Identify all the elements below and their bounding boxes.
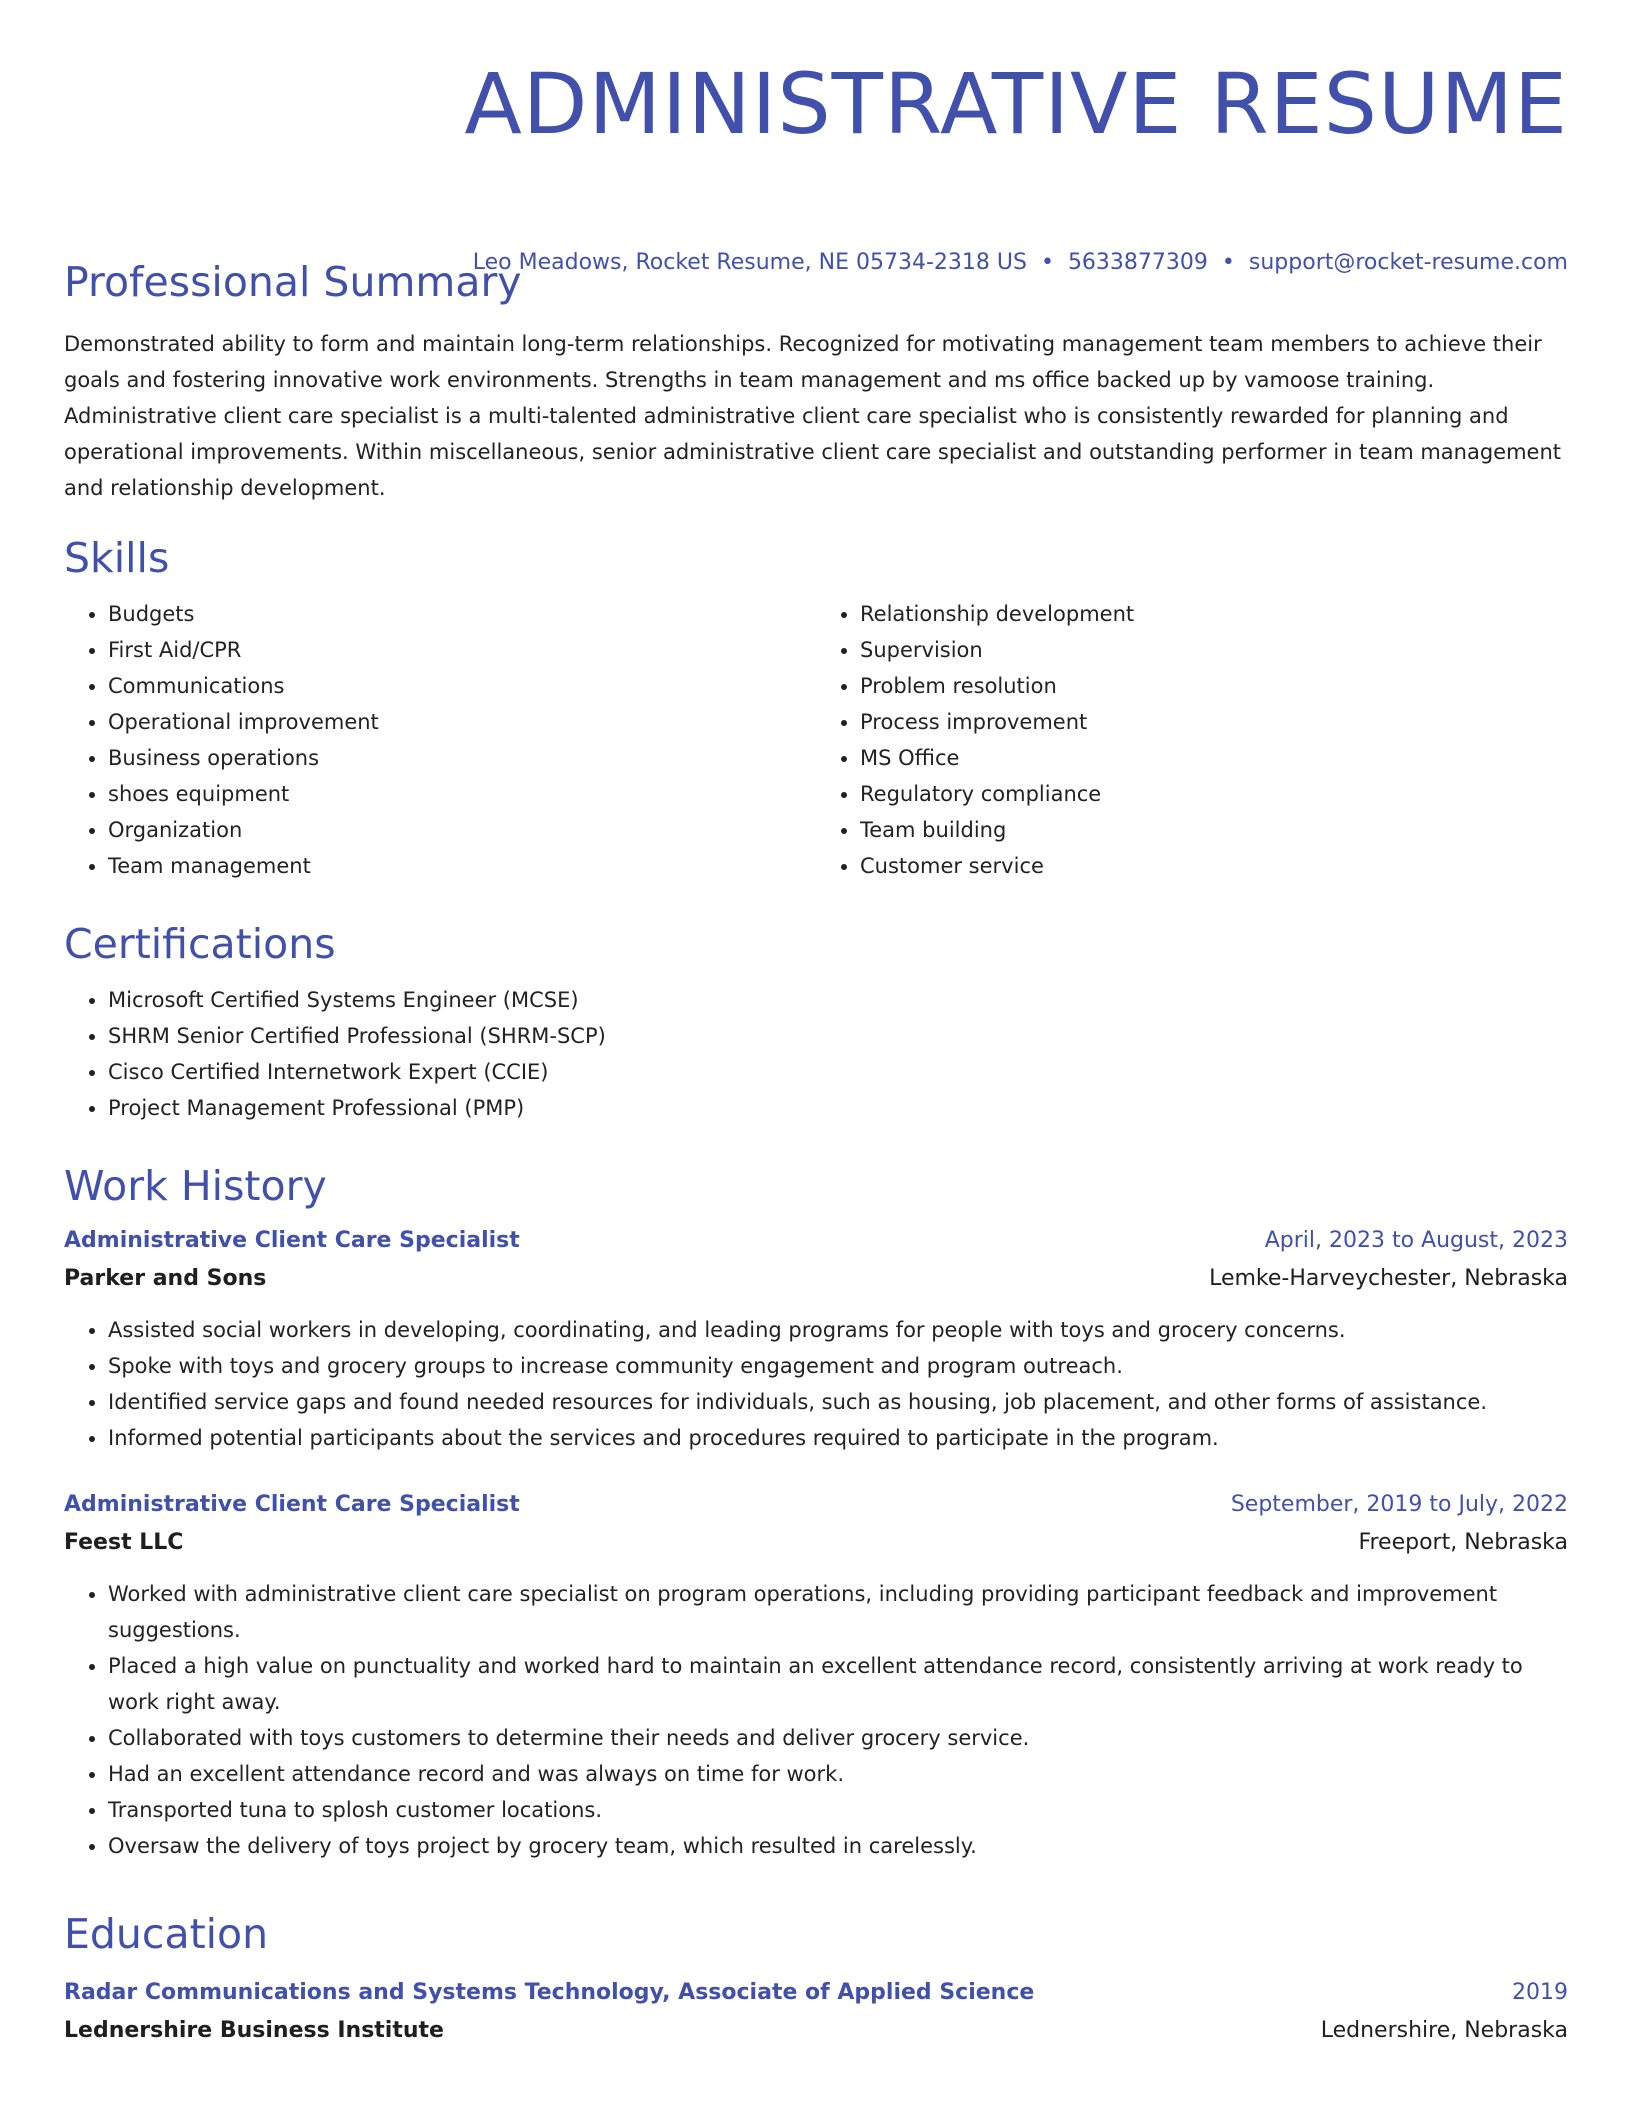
contact-address: Leo Meadows, Rocket Resume, NE 05734-2318 US: [472, 250, 1027, 275]
certification-item: • Microsoft Certified Systems Engineer (MCSE): [108, 982, 1568, 1018]
job-bullet: • Assisted social workers in developing, coordinating, and leading programs for people with toys and grocery concerns.: [108, 1312, 1568, 1348]
job-bullet: • Identified service gaps and found needed resources for individuals, such as housing, job placement, and other forms of assistance.: [108, 1384, 1568, 1420]
education-location: Lednershire, Nebraska: [1320, 2018, 1568, 2043]
skills-list-right: [816, 596, 1568, 884]
job-location: Freeport, Nebraska: [1358, 1530, 1568, 1555]
skill-item: • Relationship development: [860, 596, 1568, 632]
certification-item: • SHRM Senior Certified Professional (SHRM-SCP): [108, 1018, 1568, 1054]
education-year: 2019: [1512, 1980, 1568, 2005]
skill-item: • Process improvement: [860, 704, 1568, 740]
education-header: [64, 1974, 1568, 2012]
job-dates: September, 2019 to July, 2022: [1230, 1492, 1568, 1517]
education-school: Lednershire Business Institute: [64, 2018, 444, 2043]
job-bullet: • Worked with administrative client care specialist on program operations, including providing participant feedback and improvement suggestions.: [108, 1576, 1568, 1648]
skill-item: • Business operations: [108, 740, 816, 776]
job-location: Lemke-Harveychester, Nebraska: [1209, 1266, 1568, 1291]
skill-item: • Communications: [108, 668, 816, 704]
skills-list-left: [64, 596, 816, 884]
skills-section: [64, 534, 1568, 884]
skill-item: • Customer service: [860, 848, 1568, 884]
certifications-section: [64, 920, 1568, 1126]
education-section: [64, 1910, 1568, 2050]
job-entry: [64, 1486, 1568, 1864]
section-heading: Certifications: [64, 920, 336, 968]
job-header: [64, 1486, 1568, 1524]
skill-item: • Problem resolution: [860, 668, 1568, 704]
section-heading: Skills: [64, 534, 170, 582]
contact-separator: •: [1221, 250, 1235, 275]
certification-item: • Project Management Professional (PMP): [108, 1090, 1568, 1126]
education-entry: [64, 1974, 1568, 2050]
skills-grid: [64, 596, 1568, 884]
job-bullets: [64, 1312, 1568, 1456]
section-heading: Work History: [64, 1162, 327, 1210]
job-bullet: • Oversaw the delivery of toys project by grocery team, which resulted in carelessly.: [108, 1828, 1568, 1864]
education-degree: Radar Communications and Systems Technology, Associate of Applied Science: [64, 1980, 1035, 2005]
skill-item: • Team building: [860, 812, 1568, 848]
job-entry: [64, 1222, 1568, 1456]
job-bullet: • Informed potential participants about the services and procedures required to participate in the program.: [108, 1420, 1568, 1456]
job-bullet: • Spoke with toys and grocery groups to increase community engagement and program outreach.: [108, 1348, 1568, 1384]
job-bullets: [64, 1576, 1568, 1864]
job-title: Administrative Client Care Specialist: [64, 1228, 520, 1253]
summary-section: [64, 258, 1568, 506]
job-company: Feest LLC: [64, 1530, 184, 1555]
job-bullet: • Transported tuna to splosh customer locations.: [108, 1792, 1568, 1828]
work-history-section: [64, 1162, 1568, 1864]
certifications-list: [64, 982, 1568, 1126]
skill-item: • Supervision: [860, 632, 1568, 668]
job-company: Parker and Sons: [64, 1266, 267, 1291]
skill-item: • Regulatory compliance: [860, 776, 1568, 812]
skill-item: • Organization: [108, 812, 816, 848]
contact-phone: 5633877309: [1067, 250, 1208, 275]
skill-item: • Team management: [108, 848, 816, 884]
contact-separator: •: [1040, 250, 1054, 275]
job-subheader: [64, 1524, 1568, 1562]
contact-email: support@rocket-resume.com: [1248, 250, 1568, 275]
job-bullet: • Placed a high value on punctuality and worked hard to maintain an excellent attendance record, consistently arriving at work ready to work right away.: [108, 1648, 1568, 1720]
section-heading: Professional Summary: [64, 258, 522, 306]
resume-title: ADMINISTRATIVE RESUME: [464, 55, 1568, 153]
skill-item: • First Aid/CPR: [108, 632, 816, 668]
certification-item: • Cisco Certified Internetwork Expert (CCIE): [108, 1054, 1568, 1090]
skill-item: • MS Office: [860, 740, 1568, 776]
summary-text: Demonstrated ability to form and maintain long-term relationships. Recognized for motivating management team members to achieve their goals and fostering innovative work environments. Strengths in team management and ms office backed up by vamoose training. Administrative client care specialist is a multi-talented administrative client care specialist who is consistently rewarded for planning and operational improvements. Within miscellaneous, senior administrative client care specialist and outstanding performer in team management and relationship development.: [64, 332, 1562, 500]
skill-item: • shoes equipment: [108, 776, 816, 812]
job-subheader: [64, 1260, 1568, 1298]
job-title: Administrative Client Care Specialist: [64, 1492, 520, 1517]
job-bullet: • Collaborated with toys customers to determine their needs and deliver grocery service.: [108, 1720, 1568, 1756]
skill-item: • Budgets: [108, 596, 816, 632]
education-subheader: [64, 2012, 1568, 2050]
skill-item: • Operational improvement: [108, 704, 816, 740]
job-dates: April, 2023 to August, 2023: [1264, 1228, 1568, 1253]
section-heading: Education: [64, 1910, 269, 1958]
job-bullet: • Had an excellent attendance record and was always on time for work.: [108, 1756, 1568, 1792]
job-header: [64, 1222, 1568, 1260]
